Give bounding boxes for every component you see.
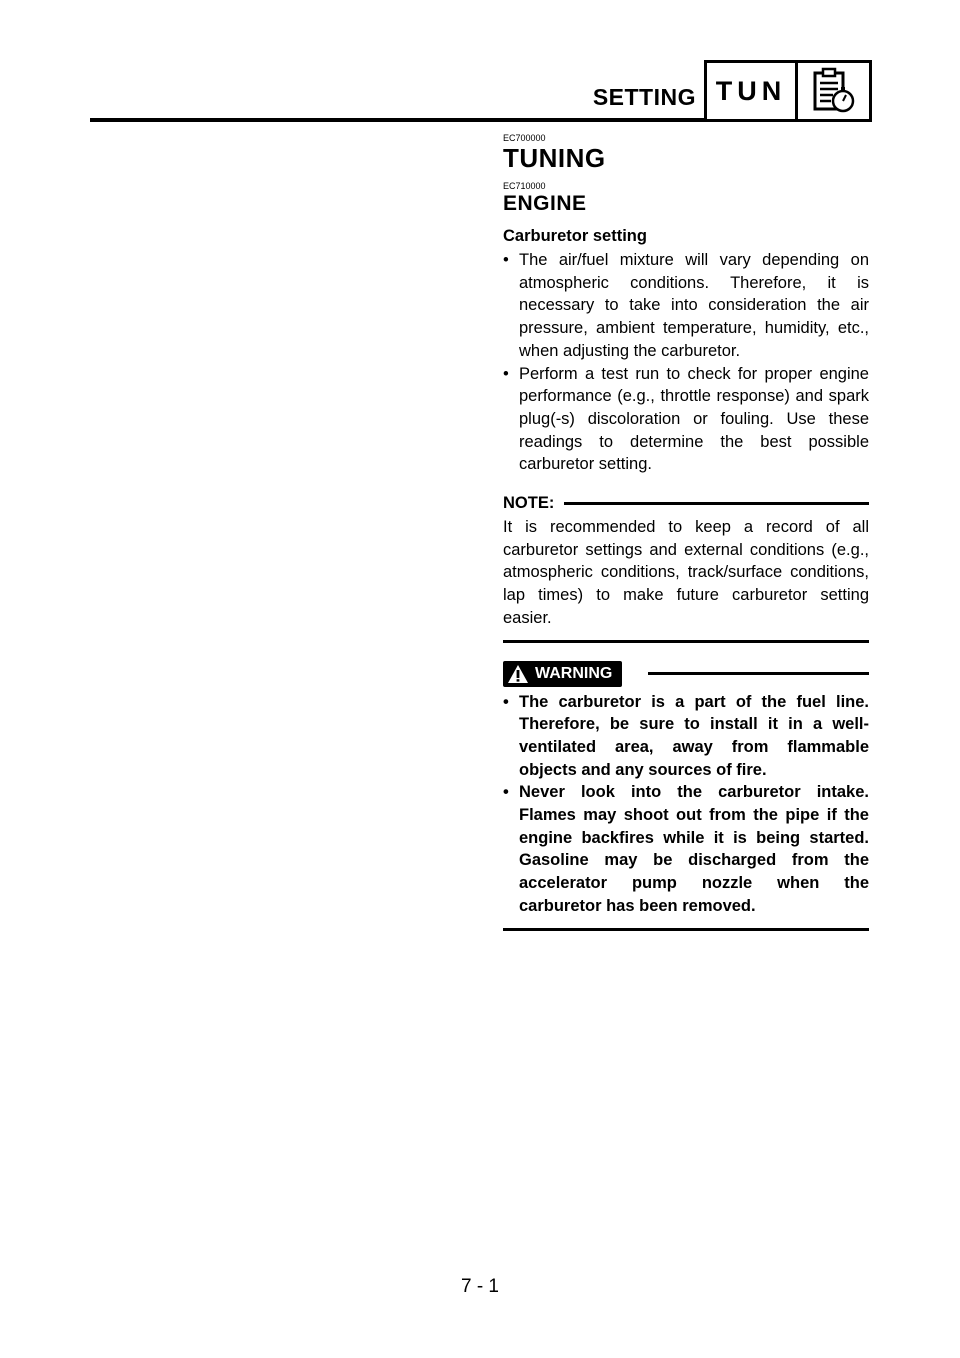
warning-item: • Never look into the carburetor intake. Flames may shoot out from the pipe if the engine backfires while it is being started. Gasoline may be discharged from the accelerator pump nozzle when the carburetor has been removed. xyxy=(503,783,869,915)
section-code-engine: EC710000 xyxy=(503,181,546,191)
warning-triangle-icon xyxy=(507,664,529,684)
heading-tuning: TUNING xyxy=(503,143,606,173)
note-text: It is recommended to keep a record of all carburetor settings and external conditions (e.g., atmospheric conditions, track/surface conditions, lap times) to make future carburetor setting easier. xyxy=(503,518,869,627)
warning-end-rule xyxy=(503,928,869,931)
section-tab xyxy=(704,60,872,122)
section-code: TUN xyxy=(707,63,798,119)
note-end-rule xyxy=(503,640,869,643)
content-column xyxy=(503,131,869,931)
warning-rule xyxy=(648,672,869,675)
page-header-title: SETTING xyxy=(592,84,696,110)
header-rule xyxy=(90,118,706,122)
note-header xyxy=(503,492,869,514)
clipboard-stopwatch-icon xyxy=(798,63,869,119)
warning-item: • The carburetor is a part of the fuel line. Therefore, be sure to install it in a well-ventilated area, away from flammable objects and any sources of fire. xyxy=(503,692,869,779)
warning-label: WARNING xyxy=(535,664,613,682)
note-rule xyxy=(564,502,869,505)
list-item: • The air/fuel mixture will vary depending on atmospheric conditions. Therefore, it is necessary to take into consideration the air pressure, ambient temperature, humidity, etc., when adjusting the carburetor. xyxy=(503,251,869,360)
subheading-carburetor-setting: Carburetor setting xyxy=(503,227,647,245)
page-number: 7 - 1 xyxy=(460,1276,500,1297)
heading-engine: ENGINE xyxy=(503,192,587,215)
warning-badge xyxy=(503,661,622,687)
section-code-tuning: EC700000 xyxy=(503,133,546,143)
warning-header xyxy=(503,661,869,687)
note-label: NOTE: xyxy=(503,494,555,513)
list-item: • Perform a test run to check for proper engine performance (e.g., throttle response) and spark plug(-s) discoloration or fouling. Use these readings to determine the best possible carburetor setting. xyxy=(503,364,869,474)
